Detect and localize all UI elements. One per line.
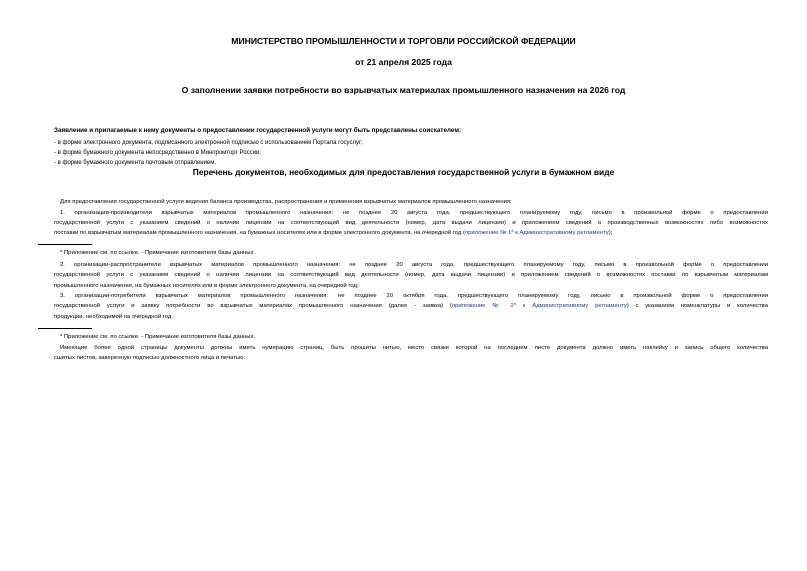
paragraph-line: государственной услуги с указанием сведений о наличии лицензии на соответствующий вид деятельности (номер, дата выдачи лицензии) и приложением сведений о производственных возможностях либо возможностях	[54, 219, 768, 226]
paragraph-line: 2. организации-распространители взрывчатых материалов промышленного назначения: не позднее 20 августа года, предшествующего планируемому году, письмо в произвольной форме о предоставлении	[60, 262, 768, 268]
appendix-2-link[interactable]: приложение № 2* к Административному регламенту	[451, 303, 627, 310]
application-item: - в форме бумажного документа непосредственно в Минпромторг России;	[54, 150, 261, 156]
paragraph-line: государственной услуги с указанием сведений о наличии лицензии на соответствующий вид деятельности (номер, дата выдачи лицензии) и приложением сведений о возможностях поставки по взрывчатым материалам	[54, 272, 768, 279]
paragraph-line	[54, 228, 768, 238]
paragraph-line: 1. организации-производители взрывчатых материалов промышленного назначения: не позднее 20 августа года, предшествующего планируемому году, письмо в произвольной форме о предоставлении	[60, 209, 768, 216]
paragraph-text: ) с указанием номенклатуры и количества	[626, 303, 768, 310]
footnote-text: * Приложение см. по ссылке. - Примечание изготовителя базы данных.	[60, 250, 256, 256]
paragraph-distributors	[54, 260, 768, 291]
closing-paragraph	[54, 343, 768, 364]
footnote-2	[54, 332, 768, 342]
footnote-divider	[38, 328, 92, 329]
appendix-1-link[interactable]: приложение № 1* к Административному регламенту	[464, 230, 609, 237]
footnote-1	[54, 248, 768, 258]
paragraph-manufacturers	[54, 208, 768, 239]
section-title: Перечень документов, необходимых для предоставления государственной услуги в бумажном виде	[192, 167, 615, 177]
footnote-text: * Приложение см. по ссылке. - Примечание изготовителя базы данных.	[60, 334, 256, 340]
document-subject: О заполнении заявки потребности во взрывчатых материалах промышленного назначения на 2026 год	[181, 85, 626, 95]
paragraph-line: 3. организации-потребители взрывчатых материалов промышленного назначения: не позднее 20 октября года, предшествующего планируемому году, письмо в произвольной форме о предоставлении	[60, 293, 768, 299]
paragraph-text: поставки по взрывчатым материалам промышленного назначения, на бумажных носителях или в форме электронного документа, на очередной год (	[54, 230, 465, 237]
footnote-divider	[38, 244, 92, 245]
paragraph-line: промышленного назначения, на бумажных носителях или в форме электронного документа, на очередной год;	[54, 282, 359, 289]
paragraph-consumers	[54, 291, 768, 322]
intro-paragraph	[54, 197, 768, 207]
ministry-title: МИНИСТЕРСТВО ПРОМЫШЛЕННОСТИ И ТОРГОВЛИ РОССИЙСКОЙ ФЕДЕРАЦИИ	[231, 36, 576, 46]
paragraph-line	[54, 301, 768, 311]
document-date: от 21 апреля 2025 года	[355, 57, 452, 67]
applications-heading: Заявление и прилагаемые к нему документы о предоставлении государственной услуги могут быть представлены соискателем:	[54, 127, 462, 134]
application-item: - в форме электронного документа, подписанного электронной подписью с использованием Портала госуслуг;	[54, 140, 363, 146]
intro-text: Для предоставления государственной услуги ведения баланса производства, распространения и применения взрывчатых материалов промышленного назначения:	[60, 199, 512, 205]
paragraph-text: );	[608, 230, 613, 237]
application-item: - в форме бумажного документа почтовым отправлением.	[54, 160, 217, 166]
paragraph-line: Имеющие более одной страницы документы должны иметь нумерацию страниц, быть прошиты нитью, место связки которой на последнем листе документа должно иметь наклейку и запись общего количества	[60, 344, 768, 351]
paragraph-text: государственной услуги и заявку потребности во взрывчатых материалах промышленного назначения (далее - заявка) (	[54, 303, 452, 310]
paragraph-line: продукции, необходимой на очередной год.	[54, 313, 174, 320]
paragraph-line: сшитых листов, заверенную подписью должностного лица и печатью.	[54, 354, 245, 361]
